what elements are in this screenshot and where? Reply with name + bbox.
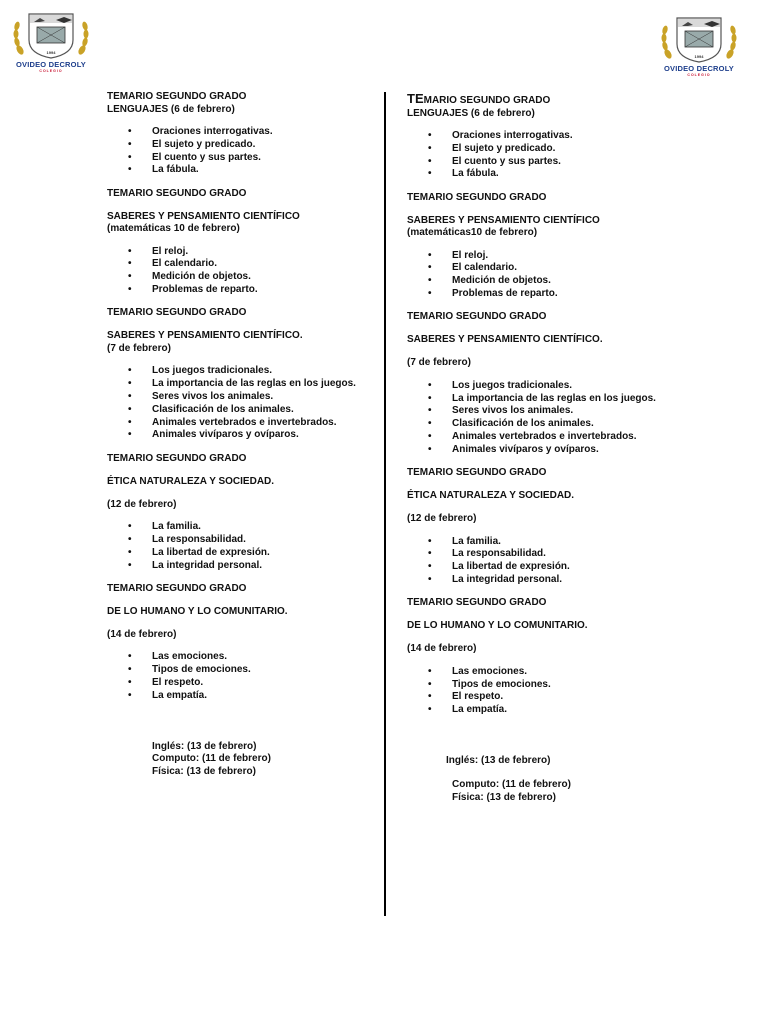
list-item: • Las emociones. [407, 666, 677, 679]
list-item: • El sujeto y predicado. [107, 139, 377, 152]
section-title: TEMARIO SEGUNDO GRADO [407, 597, 547, 609]
section-subject: ÉTICA NATURALEZA Y SOCIEDAD. [107, 475, 275, 487]
list-item: • Animales vertebrados e invertebrados. [107, 417, 377, 430]
section-date: (14 de febrero) [407, 643, 477, 655]
list-item: • El respeto. [407, 691, 677, 704]
list-item: • Las emociones. [107, 651, 377, 664]
section-title-rest: MARIO SEGUNDO GRADO [423, 95, 551, 106]
section-date: (12 de febrero) [107, 498, 177, 510]
list-item: • Los juegos tradicionales. [107, 365, 377, 378]
svg-text:1994: 1994 [46, 50, 56, 55]
list-item: • Animales vertebrados e invertebrados. [407, 431, 677, 444]
topic-list [407, 380, 677, 457]
topic-list [107, 521, 377, 572]
section-subject: SABERES Y PENSAMIENTO CIENTÍFICO. [107, 330, 303, 342]
section-subject: LENGUAJES (6 de febrero) [107, 103, 235, 115]
list-item: • Clasificación de los animales. [407, 418, 677, 431]
section-subject: ÉTICA NATURALEZA Y SOCIEDAD. [407, 490, 575, 502]
section-subject: LENGUAJES (6 de febrero) [407, 107, 535, 119]
topic-list [107, 365, 377, 442]
section-date: (7 de febrero) [107, 342, 171, 354]
topic-list [407, 130, 677, 181]
section-title: TEMARIO SEGUNDO GRADO [107, 91, 247, 102]
list-item: • La libertad de expresión. [107, 547, 377, 560]
list-item: • Medición de objetos. [107, 271, 377, 284]
list-item: • El calendario. [407, 262, 677, 275]
other-subject-line: Computo: (11 de febrero) [452, 778, 571, 790]
other-subject-line: Inglés: (13 de febrero) [152, 740, 257, 752]
list-item: • La responsabilidad. [407, 548, 677, 561]
section-date: (12 de febrero) [407, 513, 477, 525]
right-column [407, 93, 677, 804]
section-date: (matemáticas 10 de febrero) [107, 223, 240, 235]
section-title: TEMARIO SEGUNDO GRADO [107, 582, 247, 594]
other-subject-line: Inglés: (13 de febrero) [446, 755, 551, 767]
column-divider [384, 92, 386, 916]
list-item: • Seres vivos los animales. [407, 405, 677, 418]
list-item: • Animales vivíparos y ovíparos. [107, 429, 377, 442]
other-subjects [107, 741, 377, 779]
list-item: • El cuento y sus partes. [107, 152, 377, 165]
section-subject: SABERES Y PENSAMIENTO CIENTÍFICO [107, 210, 300, 222]
section-title: TEMARIO SEGUNDO GRADO [407, 311, 547, 323]
list-item: • La fábula. [407, 168, 677, 181]
list-item: • Animales vivíparos y ovíparos. [407, 444, 677, 457]
section-subject: SABERES Y PENSAMIENTO CIENTÍFICO. [407, 334, 603, 346]
list-item: • El reloj. [407, 250, 677, 263]
school-crest-icon [658, 14, 740, 64]
list-item: • El sujeto y predicado. [407, 143, 677, 156]
logo-school-name: OVIDEO DECROLY [15, 60, 87, 69]
list-item: • La fábula. [107, 164, 377, 177]
other-subject-line: Computo: (11 de febrero) [152, 753, 271, 765]
list-item: • La libertad de expresión. [407, 561, 677, 574]
list-item: • Problemas de reparto. [107, 284, 377, 297]
section-subject: DE LO HUMANO Y LO COMUNITARIO. [407, 620, 588, 632]
other-subject-line: Física: (13 de febrero) [452, 791, 556, 803]
school-logo-right [658, 14, 740, 76]
svg-text:1994: 1994 [694, 54, 704, 59]
list-item: • Medición de objetos. [407, 275, 677, 288]
topic-list [407, 250, 677, 301]
list-item: • La empatía. [107, 690, 377, 703]
section-subject: SABERES Y PENSAMIENTO CIENTÍFICO [407, 214, 600, 226]
list-item: • La familia. [407, 536, 677, 549]
section-title [407, 93, 677, 108]
section-title: TEMARIO SEGUNDO GRADO [107, 452, 247, 464]
section-title: TEMARIO SEGUNDO GRADO [107, 307, 247, 319]
list-item: • La familia. [107, 521, 377, 534]
topic-list [107, 246, 377, 297]
topic-list [107, 126, 377, 177]
topic-list [107, 651, 377, 702]
topic-list [407, 536, 677, 587]
list-item: • Tipos de emociones. [407, 679, 677, 692]
list-item: • La empatía. [407, 704, 677, 717]
other-subjects [407, 755, 677, 804]
list-item: • Seres vivos los animales. [107, 391, 377, 404]
topic-list [407, 666, 677, 717]
list-item: • El cuento y sus partes. [407, 156, 677, 169]
section-subject: DE LO HUMANO Y LO COMUNITARIO. [107, 605, 288, 617]
logo-school-name: OVIDEO DECROLY [663, 64, 735, 73]
list-item: • Los juegos tradicionales. [407, 380, 677, 393]
school-crest-icon [10, 10, 92, 60]
list-item: • El reloj. [107, 246, 377, 259]
list-item: • Clasificación de los animales. [107, 404, 377, 417]
list-item: • La integridad personal. [407, 574, 677, 587]
section-date: (14 de febrero) [107, 628, 177, 640]
list-item: • La importancia de las reglas en los juegos. [407, 393, 677, 406]
list-item: • El calendario. [107, 258, 377, 271]
list-item: • Problemas de reparto. [407, 288, 677, 301]
logo-school-sub: COLEGIO [687, 73, 711, 77]
list-item: • La integridad personal. [107, 560, 377, 573]
list-item: • Oraciones interrogativas. [407, 130, 677, 143]
list-item: • Tipos de emociones. [107, 664, 377, 677]
section-title-cap: TE [407, 91, 424, 106]
logo-school-sub: COLEGIO [39, 69, 63, 73]
section-date: (matemáticas10 de febrero) [407, 227, 538, 239]
school-logo-left [10, 10, 92, 72]
list-item: • La importancia de las reglas en los juegos. [107, 378, 377, 391]
list-item: • El respeto. [107, 677, 377, 690]
section-date: (7 de febrero) [407, 357, 471, 369]
section-title: TEMARIO SEGUNDO GRADO [407, 467, 547, 479]
list-item: • Oraciones interrogativas. [107, 126, 377, 139]
other-subject-line: Física: (13 de febrero) [152, 766, 256, 778]
section-title: TEMARIO SEGUNDO GRADO [407, 191, 547, 203]
list-item: • La responsabilidad. [107, 534, 377, 547]
left-column [107, 91, 377, 779]
section-title: TEMARIO SEGUNDO GRADO [107, 187, 247, 199]
